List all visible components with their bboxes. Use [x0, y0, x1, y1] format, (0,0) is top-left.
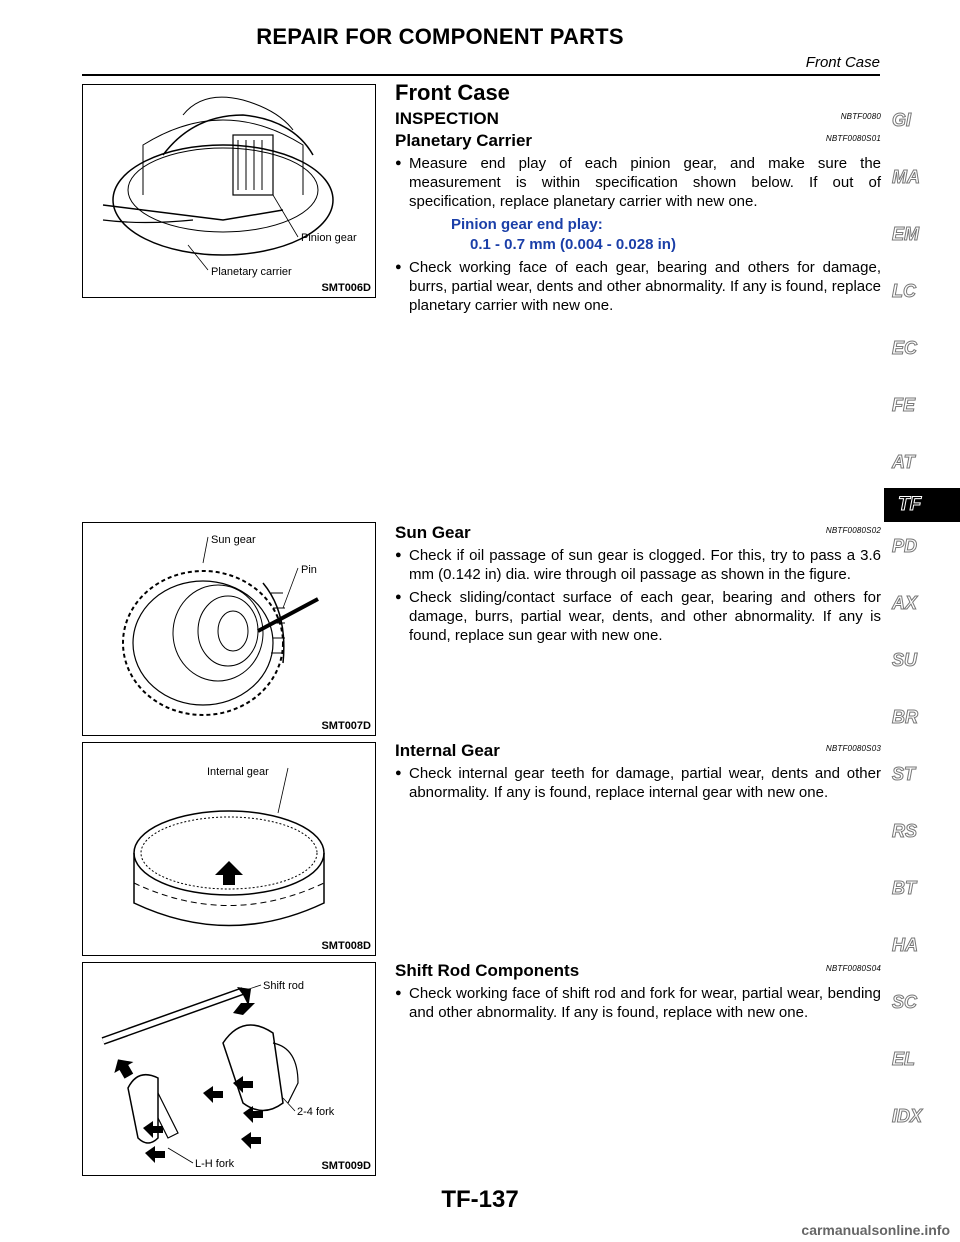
spec-value: 0.1 - 0.7 mm (0.004 - 0.028 in) [470, 236, 676, 253]
planetary-carrier-illustration [83, 85, 375, 297]
bullet-icon: ● [395, 767, 402, 779]
bullet-text: Check internal gear teeth for damage, partial wear, dents and other abnormality. If any is found, replace internal gear with new one. [409, 765, 881, 801]
figure-caption: SMT008D [321, 940, 371, 952]
side-tab-gi[interactable]: GI [892, 110, 912, 130]
side-tab-bt[interactable]: BT [892, 878, 916, 898]
bullet-item [395, 984, 881, 1022]
bullet-text: Check working face of shift rod and fork for wear, partial wear, bending and other abnormality. If any is found, replace with new one. [409, 985, 881, 1021]
bullet-icon: ● [395, 549, 402, 561]
side-tab-tf-label: TF [898, 494, 922, 515]
bullet-item [395, 546, 881, 584]
label-pinion-gear: Pinion gear [301, 232, 357, 244]
label-l-h-fork: L-H fork [195, 1158, 235, 1170]
side-tab-sc[interactable]: SC [892, 992, 918, 1012]
section-title-planetary-carrier [395, 130, 881, 152]
side-tab-su[interactable]: SU [892, 650, 918, 670]
side-tab-tf-active[interactable] [884, 488, 960, 522]
side-tab-br[interactable]: BR [892, 707, 918, 727]
reference-code: NBTF0080S04 [825, 964, 881, 973]
side-tab-rs[interactable]: RS [892, 821, 918, 841]
side-tab-lc[interactable]: LC [892, 281, 916, 301]
side-tab-ha[interactable]: HA [892, 935, 918, 955]
sun-gear-heading: Sun Gear [395, 523, 471, 542]
figure-shift-rod [82, 962, 376, 1176]
side-tab-ec[interactable]: EC [892, 338, 918, 358]
bullet-item [395, 588, 881, 645]
figure-caption: SMT009D [321, 1160, 371, 1172]
label-planetary-carrier: Planetary carrier [211, 266, 292, 278]
side-tab-at[interactable]: AT [892, 452, 915, 472]
side-tab-idx[interactable]: IDX [892, 1106, 923, 1126]
header-rule [82, 74, 880, 76]
side-tab-pd[interactable]: PD [892, 536, 918, 556]
label-2-4-fork: 2-4 fork [297, 1106, 335, 1118]
figure-caption: SMT007D [321, 720, 371, 732]
bullet-icon: ● [395, 591, 402, 603]
figure-internal-gear [82, 742, 376, 956]
page-header-subtitle: Front Case [805, 54, 880, 71]
reference-code: NBTF0080 [840, 112, 881, 121]
shift-rod-illustration [83, 963, 375, 1175]
label-internal-gear: Internal gear [207, 766, 269, 778]
label-shift-rod: Shift rod [263, 980, 304, 992]
sun-gear-illustration [83, 523, 375, 735]
section-title-front-case: Front Case [395, 80, 510, 105]
reference-code: NBTF0080S03 [825, 744, 881, 753]
side-tab-em[interactable]: EM [892, 224, 919, 244]
figure-caption: SMT006D [321, 282, 371, 294]
figure-sun-gear [82, 522, 376, 736]
shift-rod-heading: Shift Rod Components [395, 961, 580, 980]
section-sun-gear [395, 522, 881, 645]
label-sun-gear: Sun gear [211, 534, 256, 546]
page-number: TF-137 [441, 1186, 519, 1213]
page-header-title: REPAIR FOR COMPONENT PARTS [256, 24, 624, 49]
side-tab-el[interactable]: EL [892, 1049, 916, 1069]
bullet-icon: ● [395, 261, 402, 273]
reference-code: NBTF0080S01 [825, 134, 881, 143]
side-tab-ma[interactable]: MA [892, 167, 920, 187]
label-pin: Pin [301, 564, 317, 576]
section-shift-rod [395, 960, 881, 1022]
footer-watermark: carmanualsonline.info [801, 1222, 950, 1238]
side-tab-st[interactable]: ST [892, 764, 916, 784]
section-title-internal-gear [395, 740, 881, 762]
bullet-item [395, 764, 881, 802]
reference-code: NBTF0080S02 [825, 526, 881, 535]
section-title-shift-rod [395, 960, 881, 982]
side-tab-ax[interactable]: AX [892, 593, 918, 613]
inspection-heading: INSPECTION [395, 109, 499, 128]
section-internal-gear [395, 740, 881, 802]
bullet-icon: ● [395, 157, 402, 169]
bullet-text: Check if oil passage of sun gear is clogged. For this, try to pass a 3.6 mm (0.142 in) dia. wire through oil passage as shown in the figure. [409, 547, 881, 583]
bullet-item [395, 154, 881, 211]
section-front-case [395, 80, 881, 315]
section-title-inspection [395, 108, 881, 130]
bullet-text: Measure end play of each pinion gear, and make sure the measurement is within specification shown below. If out of specification, replace planetary carrier with new one. [409, 155, 881, 210]
bullet-icon: ● [395, 987, 402, 999]
section-title-sun-gear [395, 522, 881, 544]
bullet-item [395, 258, 881, 315]
internal-gear-heading: Internal Gear [395, 741, 500, 760]
figure-planetary-carrier [82, 84, 376, 298]
bullet-text: Check working face of each gear, bearing and others for damage, burrs, partial wear, dents and other abnormality. If any is found, replace planetary carrier with new one. [409, 259, 881, 314]
planetary-heading: Planetary Carrier [395, 131, 533, 150]
bullet-text: Check sliding/contact surface of each gear, bearing and others for damage, burrs, partial wear, dents, and other abnormality. If any is found, replace sun gear with new one. [409, 589, 881, 644]
spec-label: Pinion gear end play: [451, 216, 603, 233]
internal-gear-illustration [83, 743, 375, 955]
side-tab-fe[interactable]: FE [892, 395, 916, 415]
